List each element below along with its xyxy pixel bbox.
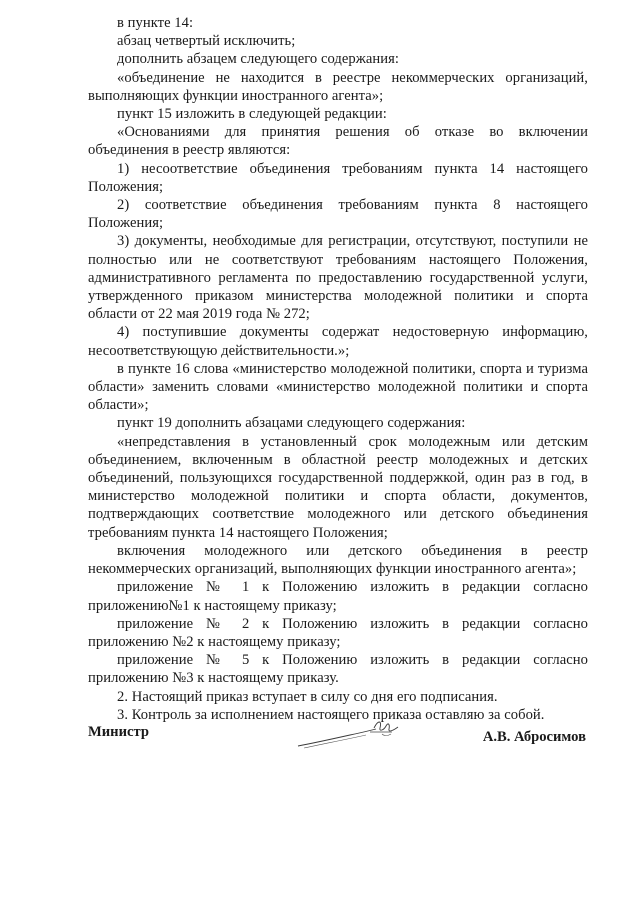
paragraph: 3. Контроль за исполнением настоящего приказа оставляю за собой. — [117, 706, 545, 723]
paragraph: в пункте 14: — [117, 15, 194, 31]
paragraph: приложение № 5 к Положению изложить в редакции согласно приложению №3 к настоящему приказу. — [88, 652, 588, 687]
paragraph: пункт 19 дополнить абзацами следующего содержания: — [117, 415, 466, 432]
list-item: 4) поступившие документы содержат недостоверную информацию, несоответствующую действительности.»; — [88, 324, 588, 359]
paragraph: пункт 15 изложить в следующей редакции: — [117, 106, 387, 123]
list-item: 3) документы, необходимые для регистрации, отсутствуют, поступили не полностью или не соответствуют требованиям настоящего Положения, административного регламента по предоставлению государственной услуги, утвержденного приказом министерства молодежной политики и спорта области от 22 мая 2019 года № 272; — [88, 233, 588, 323]
paragraph: приложение № 2 к Положению изложить в редакции согласно приложению №2 к настоящему приказу; — [88, 615, 588, 650]
paragraph: «Основаниями для принятия решения об отказе во включении объединения в реестр являются: — [88, 124, 588, 159]
paragraph: 2. Настоящий приказ вступает в силу со дня его подписания. — [117, 688, 498, 705]
paragraph: приложение № 1 к Положению изложить в редакции согласно приложению№1 к настоящему приказу; — [88, 579, 588, 614]
list-item: 2) соответствие объединения требованиям пункта 8 настоящего Положения; — [88, 197, 588, 232]
paragraph: включения молодежного или детского объединения в реестр некоммерческих организаций, выполняющих функции иностранного агента»; — [88, 542, 588, 578]
paragraph: дополнить абзацем следующего содержания: — [117, 51, 399, 68]
signature-block — [88, 716, 588, 766]
paragraph: в пункте 16 слова «министерство молодежной политики, спорта и туризма области» заменить словами «министерство молодежной политики и спорта области»; — [88, 360, 588, 414]
signatory-name: А.В. Абросимов — [482, 729, 586, 745]
list-item: 1) несоответствие объединения требованиям пункта 14 настоящего Положения; — [88, 160, 588, 195]
paragraph: абзац четвертый исключить; — [117, 33, 296, 50]
paragraph: «объединение не находится в реестре некоммерческих организаций, выполняющих функции иностранного агента»; — [88, 69, 588, 104]
signatory-title: Министр — [88, 724, 149, 740]
handwritten-signature — [294, 716, 404, 752]
paragraph: «непредставления в установленный срок молодежным или детским объединением, включенным в областной реестр молодежных и детских объединений, пользующихся государственной поддержкой, один раз в год, в министерство молодежной политики и спорта области, документов, подтверждающих соответствие молодежного или детского объединения требованиям пункта 14 настоящего Положения; — [88, 433, 588, 541]
document-body — [88, 14, 588, 724]
